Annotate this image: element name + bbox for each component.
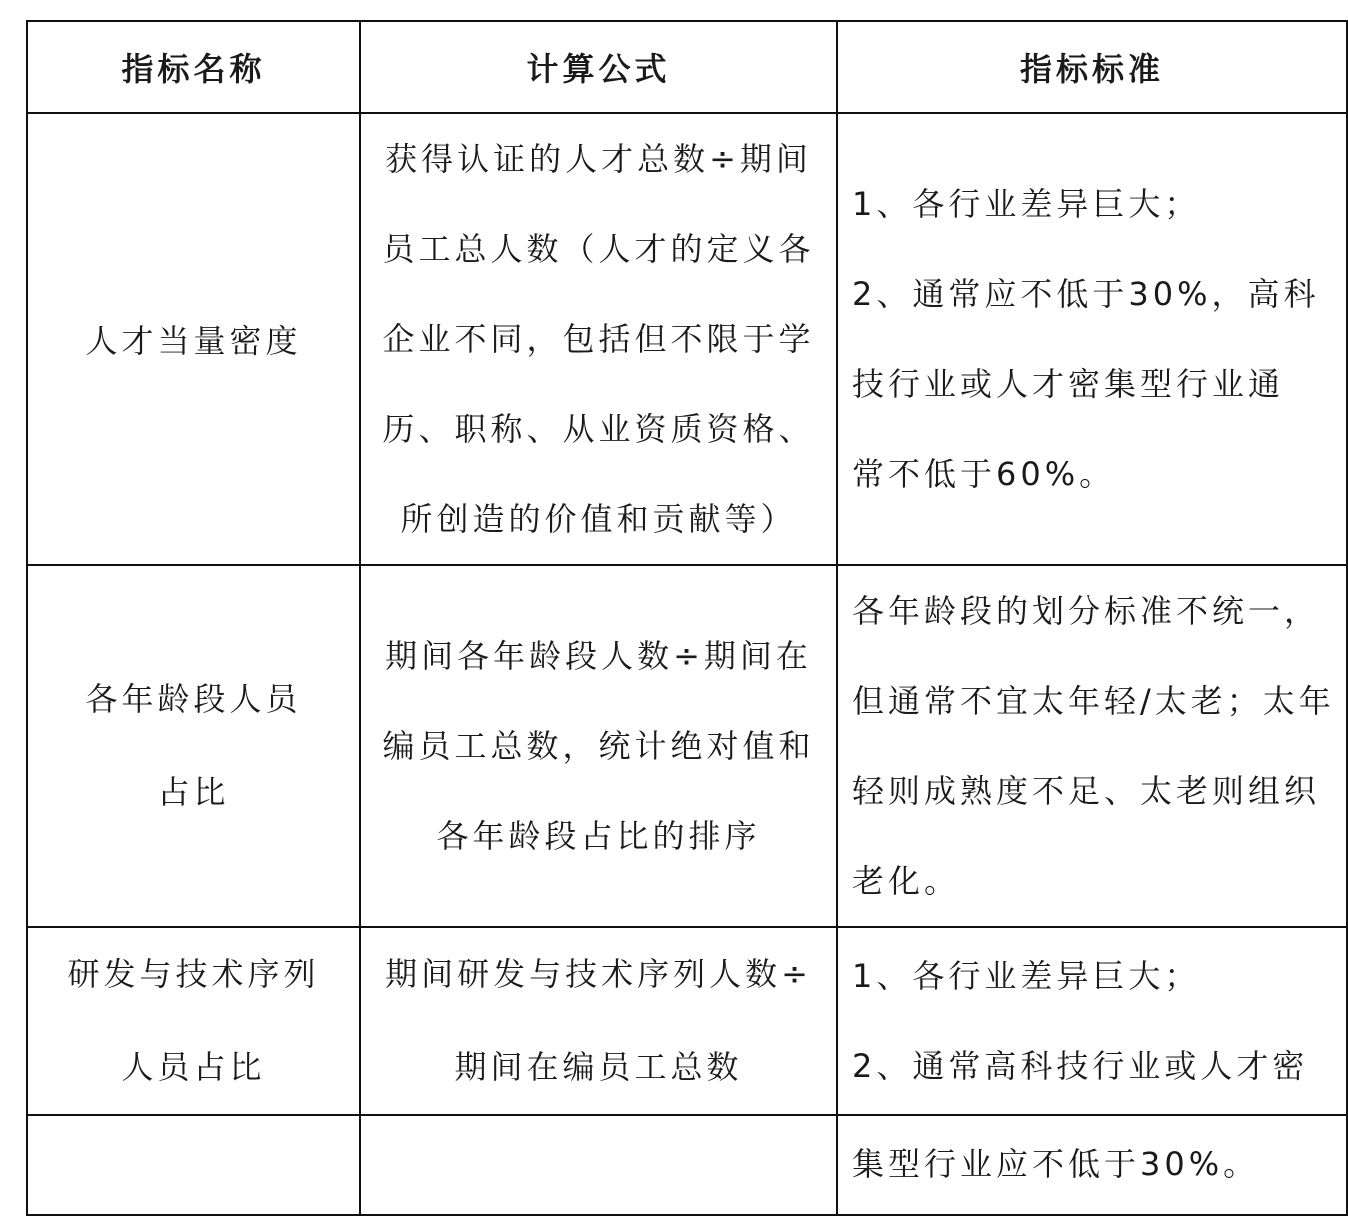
header-standard: 指标标准: [837, 21, 1347, 113]
formula-cell: [360, 565, 837, 927]
indicator-name-cell: [27, 1115, 360, 1215]
table-row: [27, 927, 1347, 1115]
table-row: [27, 565, 1347, 927]
standard-line: 2、通常高科技行业或人才密: [852, 1047, 1309, 1085]
indicator-name-cell: [27, 113, 360, 565]
formula-cell: [360, 927, 837, 1115]
standard-line: 1、各行业差异巨大；: [852, 185, 1201, 223]
indicator-table: [26, 20, 1348, 1216]
formula-line: 编员工总数，统计绝对值和: [382, 727, 815, 765]
indicator-name-cell: [27, 565, 360, 927]
formula-cell: [360, 1115, 837, 1215]
standard-line: 2、通常应不低于30%，高科: [852, 275, 1320, 313]
standard-cell: [837, 1115, 1347, 1215]
table-row: [27, 113, 1347, 565]
header-formula: 计算公式: [360, 21, 837, 113]
formula-cell: [360, 113, 837, 565]
indicator-name-line: 占比: [157, 773, 230, 811]
indicator-name-cell: [27, 927, 360, 1115]
table-header-row: [27, 21, 1347, 113]
formula-line: 各年龄段占比的排序: [436, 817, 761, 855]
standard-line: 但通常不宜太年轻/太老；太年: [852, 682, 1335, 720]
standard-line: 轻则成熟度不足、太老则组织: [852, 772, 1321, 810]
table-row: [27, 1115, 1347, 1215]
formula-line: 期间研发与技术序列人数÷: [385, 955, 812, 993]
formula-line: 所创造的价值和贡献等）: [400, 500, 797, 538]
standard-line: 老化。: [852, 862, 961, 900]
formula-line: 期间各年龄段人数÷期间在: [385, 637, 812, 675]
standard-line: 集型行业应不低于30%。: [852, 1145, 1260, 1183]
standard-line: 常不低于60%。: [852, 455, 1116, 493]
header-name: 指标名称: [27, 21, 360, 113]
formula-line: 企业不同，包括但不限于学: [382, 320, 815, 358]
indicator-name-line: 各年龄段人员: [85, 680, 302, 718]
standard-cell: [837, 927, 1347, 1115]
standard-line: 各年龄段的划分标准不统一，: [852, 592, 1321, 630]
standard-line: 1、各行业差异巨大；: [852, 957, 1201, 995]
formula-line: 获得认证的人才总数÷期间: [385, 140, 812, 178]
standard-cell: [837, 565, 1347, 927]
indicator-table-container: [26, 20, 1335, 1193]
standard-line: 技行业或人才密集型行业通: [852, 365, 1285, 403]
standard-cell: [837, 113, 1347, 565]
formula-line: 员工总人数（人才的定义各: [382, 230, 815, 268]
indicator-name-line: 研发与技术序列: [67, 955, 320, 993]
formula-line: 历、职称、从业资质资格、: [382, 410, 815, 448]
indicator-name-line: 人员占比: [121, 1048, 266, 1086]
indicator-name-line: 人才当量密度: [85, 322, 302, 360]
formula-line: 期间在编员工总数: [454, 1048, 743, 1086]
